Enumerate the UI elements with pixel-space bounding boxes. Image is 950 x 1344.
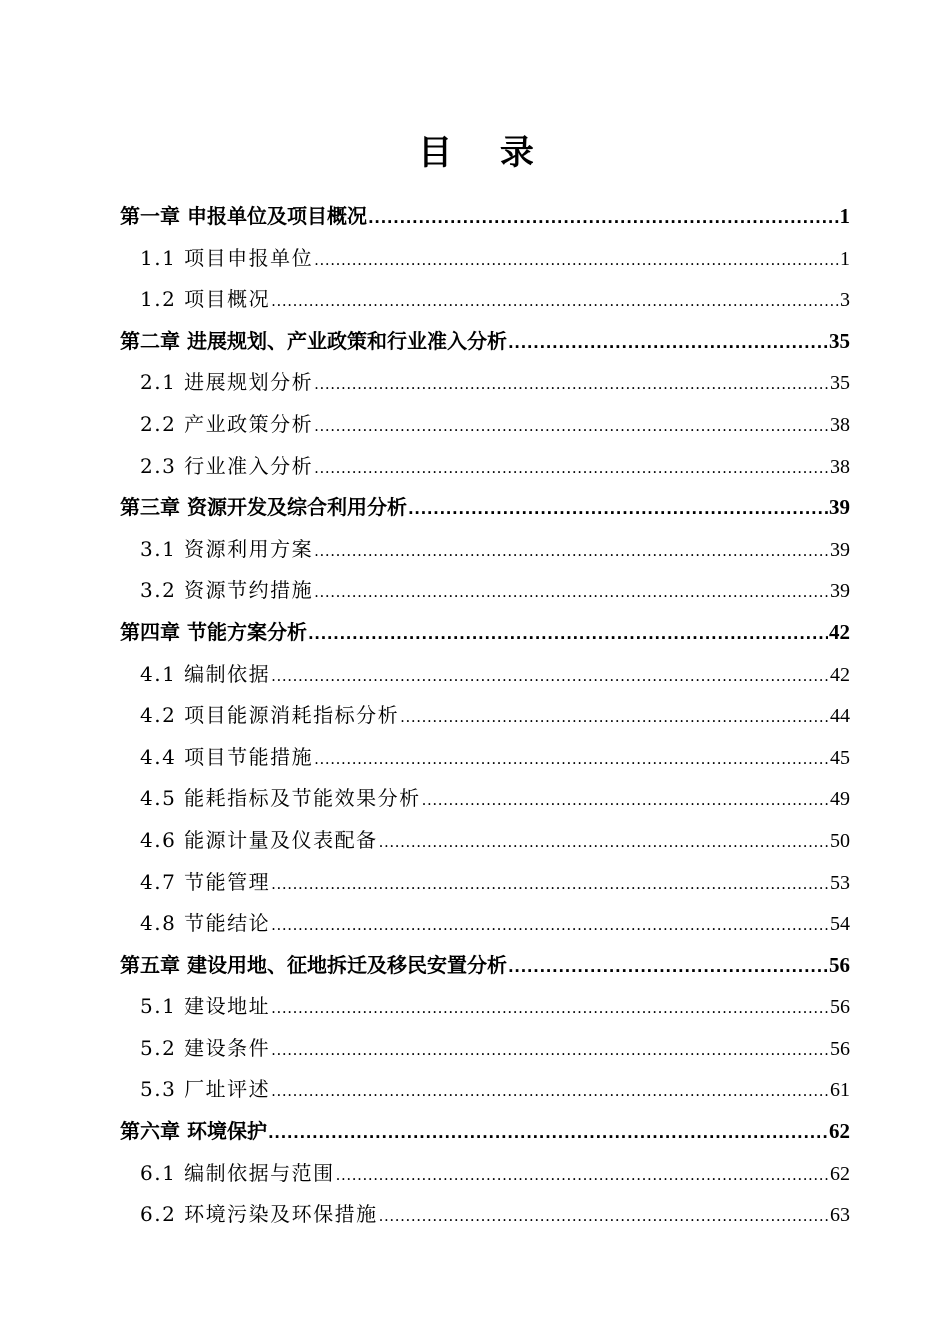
toc-dot-leader bbox=[508, 321, 828, 363]
toc-entry-label: 4.2 项目能源消耗指标分析 bbox=[140, 703, 400, 728]
toc-dot-leader bbox=[271, 903, 829, 945]
toc-page-number: 45 bbox=[830, 746, 850, 769]
toc-page-number: 42 bbox=[829, 619, 850, 644]
toc-dot-leader bbox=[508, 945, 828, 987]
toc-page-number: 62 bbox=[830, 1162, 850, 1185]
toc-dot-leader bbox=[314, 737, 829, 779]
toc-page-number: 39 bbox=[830, 580, 850, 603]
toc-dot-leader bbox=[400, 695, 829, 737]
toc-entry-label: 3.1 资源利用方案 bbox=[140, 536, 314, 561]
toc-entry-label: 第一章 申报单位及项目概况 bbox=[120, 204, 367, 228]
toc-section-entry[interactable] bbox=[120, 446, 850, 488]
toc-section-entry[interactable] bbox=[120, 1069, 850, 1111]
toc-section-entry[interactable] bbox=[120, 1194, 850, 1236]
toc-dot-leader bbox=[271, 986, 829, 1028]
toc-entry-label: 5.1 建设地址 bbox=[140, 994, 271, 1019]
toc-section-entry[interactable] bbox=[120, 529, 850, 571]
toc-section-entry[interactable] bbox=[120, 1028, 850, 1070]
toc-section-entry[interactable] bbox=[120, 737, 850, 779]
toc-page-number: 38 bbox=[830, 455, 850, 478]
toc-page-number: 1 bbox=[840, 247, 850, 270]
toc-entry-label: 2.3 行业准入分析 bbox=[140, 453, 314, 478]
toc-page-number: 63 bbox=[830, 1204, 850, 1227]
toc-section-entry[interactable] bbox=[120, 279, 850, 321]
toc-chapter-entry[interactable] bbox=[120, 945, 850, 987]
toc-entry-label: 第三章 资源开发及综合利用分析 bbox=[120, 495, 407, 520]
toc-entry-label: 3.2 资源节约措施 bbox=[140, 578, 314, 603]
toc-entry-label: 5.3 厂址评述 bbox=[140, 1077, 271, 1102]
toc-dot-leader bbox=[408, 487, 828, 529]
toc-entry-label: 5.2 建设条件 bbox=[140, 1035, 271, 1060]
toc-entry-label: 1.2 项目概况 bbox=[140, 287, 271, 312]
toc-chapter-entry[interactable] bbox=[120, 487, 850, 529]
toc-section-entry[interactable] bbox=[120, 820, 850, 862]
toc-page-number: 39 bbox=[829, 495, 850, 520]
toc-entry-label: 4.7 节能管理 bbox=[140, 869, 271, 894]
toc-dot-leader bbox=[368, 196, 839, 238]
toc-dot-leader bbox=[314, 238, 839, 280]
toc-entry-label: 4.4 项目节能措施 bbox=[140, 744, 314, 769]
toc-dot-leader bbox=[271, 1069, 829, 1111]
toc-section-entry[interactable] bbox=[120, 986, 850, 1028]
toc-dot-leader bbox=[336, 1153, 829, 1195]
toc-dot-leader bbox=[314, 529, 829, 571]
toc-dot-leader bbox=[314, 362, 829, 404]
toc-dot-leader bbox=[422, 778, 829, 820]
toc-entry-label: 6.2 环境污染及环保措施 bbox=[140, 1202, 378, 1227]
toc-entry-label: 第二章 进展规划、产业政策和行业准入分析 bbox=[120, 328, 507, 353]
toc-page-number: 35 bbox=[829, 328, 850, 353]
toc-entry-label: 4.6 能源计量及仪表配备 bbox=[140, 827, 378, 852]
toc-dot-leader bbox=[379, 820, 829, 862]
toc-chapter-entry[interactable] bbox=[120, 196, 850, 238]
toc-page-number: 61 bbox=[830, 1079, 850, 1102]
toc-dot-leader bbox=[308, 612, 828, 654]
toc-chapter-entry[interactable] bbox=[120, 1111, 850, 1153]
toc-entry-label: 4.5 能耗指标及节能效果分析 bbox=[140, 786, 421, 811]
toc-dot-leader bbox=[314, 570, 829, 612]
toc-page-number: 54 bbox=[830, 913, 850, 936]
toc-section-entry[interactable] bbox=[120, 903, 850, 945]
toc-page-number: 56 bbox=[830, 996, 850, 1019]
toc-page-number: 44 bbox=[830, 705, 850, 728]
toc-page-number: 3 bbox=[840, 289, 850, 312]
toc-page-number: 35 bbox=[830, 372, 850, 395]
toc-entry-label: 第四章 节能方案分析 bbox=[120, 619, 307, 644]
toc-dot-leader bbox=[271, 654, 829, 696]
toc-section-entry[interactable] bbox=[120, 778, 850, 820]
toc-dot-leader bbox=[271, 1028, 829, 1070]
toc-dot-leader bbox=[271, 862, 829, 904]
toc-page-number: 49 bbox=[830, 788, 850, 811]
toc-dot-leader bbox=[271, 279, 839, 321]
toc-entry-label: 2.1 进展规划分析 bbox=[140, 370, 314, 395]
toc-entry-label: 第六章 环境保护 bbox=[120, 1119, 267, 1144]
toc-entry-label: 6.1 编制依据与范围 bbox=[140, 1160, 335, 1185]
toc-entry-label: 4.1 编制依据 bbox=[140, 661, 271, 686]
toc-page-number: 53 bbox=[830, 871, 850, 894]
toc-chapter-entry[interactable] bbox=[120, 321, 850, 363]
toc-section-entry[interactable] bbox=[120, 654, 850, 696]
toc-entry-label: 4.8 节能结论 bbox=[140, 911, 271, 936]
page-title: 目 录 bbox=[418, 132, 552, 173]
toc-section-entry[interactable] bbox=[120, 862, 850, 904]
toc-entry-label: 第五章 建设用地、征地拆迁及移民安置分析 bbox=[120, 952, 507, 977]
toc-section-entry[interactable] bbox=[120, 1153, 850, 1195]
toc-dot-leader bbox=[314, 404, 829, 446]
toc-section-entry[interactable] bbox=[120, 238, 850, 280]
toc-page-number: 39 bbox=[830, 538, 850, 561]
toc-page-number: 56 bbox=[829, 952, 850, 977]
toc-section-entry[interactable] bbox=[120, 695, 850, 737]
toc-entry-label: 1.1 项目申报单位 bbox=[140, 245, 314, 270]
toc-section-entry[interactable] bbox=[120, 362, 850, 404]
table-of-contents bbox=[120, 196, 850, 1236]
toc-page-number: 50 bbox=[830, 829, 850, 852]
toc-chapter-entry[interactable] bbox=[120, 612, 850, 654]
toc-section-entry[interactable] bbox=[120, 404, 850, 446]
toc-dot-leader bbox=[379, 1194, 829, 1236]
toc-page-number: 62 bbox=[829, 1119, 850, 1144]
toc-page-number: 56 bbox=[830, 1037, 850, 1060]
toc-page-number: 42 bbox=[830, 663, 850, 686]
toc-section-entry[interactable] bbox=[120, 570, 850, 612]
toc-dot-leader bbox=[268, 1111, 828, 1153]
toc-entry-label: 2.2 产业政策分析 bbox=[140, 411, 314, 436]
toc-dot-leader bbox=[314, 446, 829, 488]
toc-page-number: 38 bbox=[830, 413, 850, 436]
toc-page-number: 1 bbox=[839, 204, 850, 228]
